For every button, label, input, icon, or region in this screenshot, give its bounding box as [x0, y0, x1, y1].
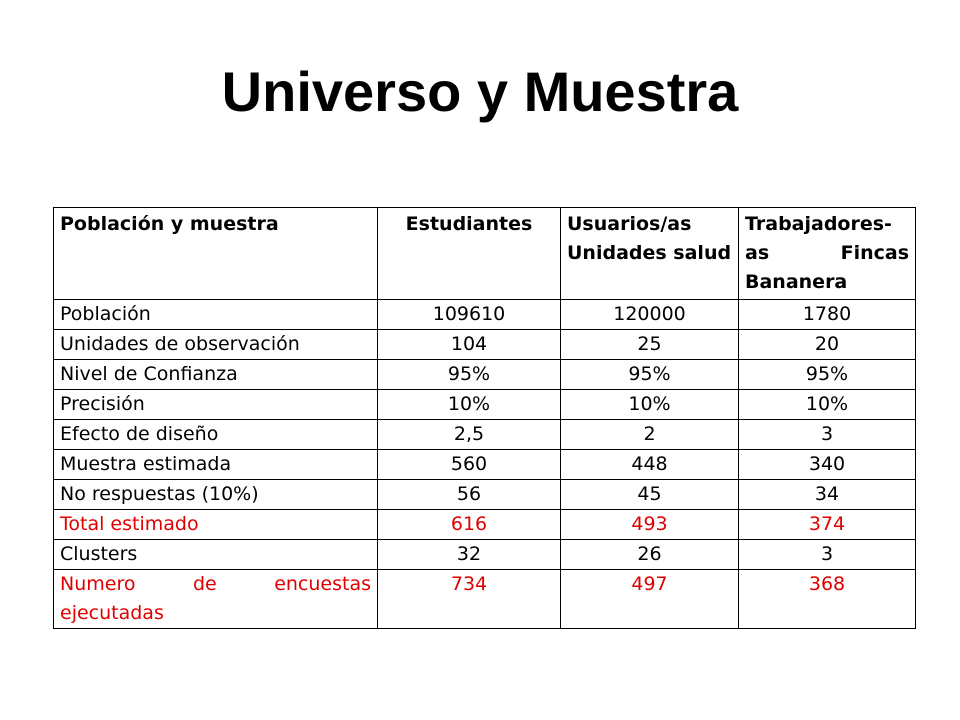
row-label: Precisión [54, 390, 378, 420]
row-label: Clusters [54, 540, 378, 570]
row-label: No respuestas (10%) [54, 480, 378, 510]
cell-trabajadores: 34 [739, 480, 916, 510]
cell-estudiantes: 560 [378, 450, 561, 480]
cell-usuarios: 10% [561, 390, 739, 420]
cell-trabajadores: 368 [739, 570, 916, 629]
table-row [54, 330, 916, 360]
cell-usuarios: 493 [561, 510, 739, 540]
cell-usuarios: 26 [561, 540, 739, 570]
header-estudiantes: Estudiantes [378, 208, 561, 300]
table-row-highlight [54, 570, 916, 629]
table-row [54, 480, 916, 510]
cell-trabajadores: 374 [739, 510, 916, 540]
cell-trabajadores: 1780 [739, 300, 916, 330]
row-label: Muestra estimada [54, 450, 378, 480]
header-trabajadores: Trabajadores-as Fincas Bananera [739, 208, 916, 300]
table-row [54, 300, 916, 330]
table-row-highlight [54, 510, 916, 540]
cell-trabajadores: 20 [739, 330, 916, 360]
cell-trabajadores: 10% [739, 390, 916, 420]
cell-trabajadores: 3 [739, 540, 916, 570]
cell-usuarios: 45 [561, 480, 739, 510]
cell-estudiantes: 734 [378, 570, 561, 629]
table-row [54, 390, 916, 420]
cell-trabajadores: 95% [739, 360, 916, 390]
cell-estudiantes: 95% [378, 360, 561, 390]
cell-estudiantes: 109610 [378, 300, 561, 330]
row-label: Efecto de diseño [54, 420, 378, 450]
table-row [54, 540, 916, 570]
sample-table [53, 207, 916, 629]
table-row [54, 420, 916, 450]
cell-trabajadores: 3 [739, 420, 916, 450]
slide-title: Universo y Muestra [221, 60, 739, 123]
table-row [54, 360, 916, 390]
cell-estudiantes: 32 [378, 540, 561, 570]
cell-usuarios: 497 [561, 570, 739, 629]
row-label: Total estimado [54, 510, 378, 540]
cell-estudiantes: 104 [378, 330, 561, 360]
cell-usuarios: 25 [561, 330, 739, 360]
table-row [54, 450, 916, 480]
cell-estudiantes: 56 [378, 480, 561, 510]
row-label: Unidades de observación [54, 330, 378, 360]
cell-trabajadores: 340 [739, 450, 916, 480]
cell-usuarios: 2 [561, 420, 739, 450]
row-label: Nivel de Confianza [54, 360, 378, 390]
cell-usuarios: 448 [561, 450, 739, 480]
header-usuarios: Usuarios/as Unidades salud [561, 208, 739, 300]
cell-usuarios: 120000 [561, 300, 739, 330]
table-header-row [54, 208, 916, 300]
cell-usuarios: 95% [561, 360, 739, 390]
header-poblacion-muestra: Población y muestra [54, 208, 378, 300]
cell-estudiantes: 10% [378, 390, 561, 420]
cell-estudiantes: 2,5 [378, 420, 561, 450]
cell-estudiantes: 616 [378, 510, 561, 540]
row-label: Población [54, 300, 378, 330]
row-label: Numero de encuestas ejecutadas [54, 570, 378, 629]
